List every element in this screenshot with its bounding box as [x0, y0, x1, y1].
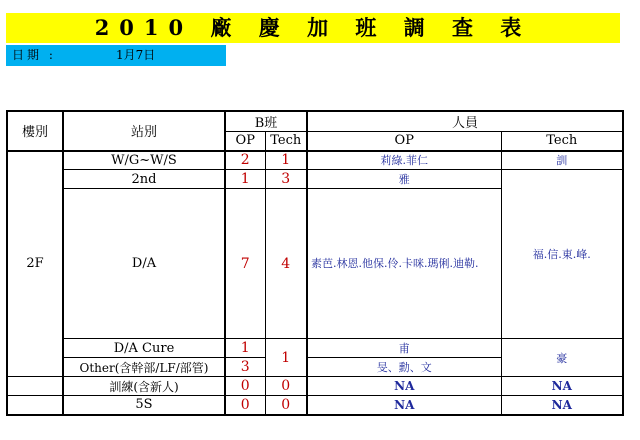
- staff-op-cell: 甫: [307, 339, 501, 358]
- station-cell: Other(含幹部/LF/部管): [63, 358, 225, 377]
- date-label: 日期 :: [12, 48, 56, 62]
- staff-tech-cell: 福.信.東.峰.: [501, 170, 623, 339]
- header-staff-op: OP: [307, 132, 501, 151]
- station-cell: W/G~W/S: [63, 151, 225, 170]
- tech-count: 4: [265, 189, 307, 339]
- station-cell: 5S: [63, 396, 225, 415]
- staff-tech-cell: NA: [501, 377, 623, 396]
- station-cell: 訓練(含新人): [63, 377, 225, 396]
- survey-table: [6, 110, 624, 416]
- op-count: 1: [225, 170, 265, 189]
- tech-count: 3: [265, 170, 307, 189]
- staff-op-cell: 雅: [307, 170, 501, 189]
- staff-tech-cell: 訓: [501, 151, 623, 170]
- staff-tech-cell: NA: [501, 396, 623, 415]
- op-count: 1: [225, 339, 265, 358]
- station-cell: 2nd: [63, 170, 225, 189]
- header-station: 站別: [63, 111, 225, 151]
- date-value: 1月7日: [116, 48, 156, 62]
- tech-count: 1: [265, 151, 307, 170]
- station-cell: D/A Cure: [63, 339, 225, 358]
- floor-cell-empty: [7, 377, 63, 396]
- op-count: 3: [225, 358, 265, 377]
- header-floor: 樓別: [7, 111, 63, 151]
- tech-count: 1: [265, 339, 307, 377]
- date-bar: [6, 45, 226, 66]
- staff-tech-cell: 豪: [501, 339, 623, 377]
- station-cell: D/A: [63, 189, 225, 339]
- floor-cell-empty: [7, 396, 63, 415]
- tech-count: 0: [265, 396, 307, 415]
- header-staff-tech: Tech: [501, 132, 623, 151]
- staff-op-cell: NA: [307, 396, 501, 415]
- header-staff: 人員: [307, 111, 623, 132]
- staff-op-cell: 旻、勳、文: [307, 358, 501, 377]
- header-shift-tech: Tech: [265, 132, 307, 151]
- table-row: [7, 339, 623, 358]
- tech-count: 0: [265, 377, 307, 396]
- op-count: 7: [225, 189, 265, 339]
- staff-op-cell: 莉綠.菲仁: [307, 151, 501, 170]
- op-count: 2: [225, 151, 265, 170]
- header-shift-b: B班: [225, 111, 307, 132]
- header-shift-op: OP: [225, 132, 265, 151]
- table-row: [7, 377, 623, 396]
- table-row: [7, 170, 623, 189]
- table-row: [7, 396, 623, 415]
- table-row: [7, 151, 623, 170]
- op-count: 0: [225, 396, 265, 415]
- staff-op-cell: 素芭.林恩.他保.伶.卡咪.瑪俐.迪勒.: [307, 189, 501, 339]
- floor-cell: 2F: [7, 151, 63, 377]
- op-count: 0: [225, 377, 265, 396]
- page-title: 2010 廠 慶 加 班 調 查 表: [6, 13, 620, 43]
- staff-op-cell: NA: [307, 377, 501, 396]
